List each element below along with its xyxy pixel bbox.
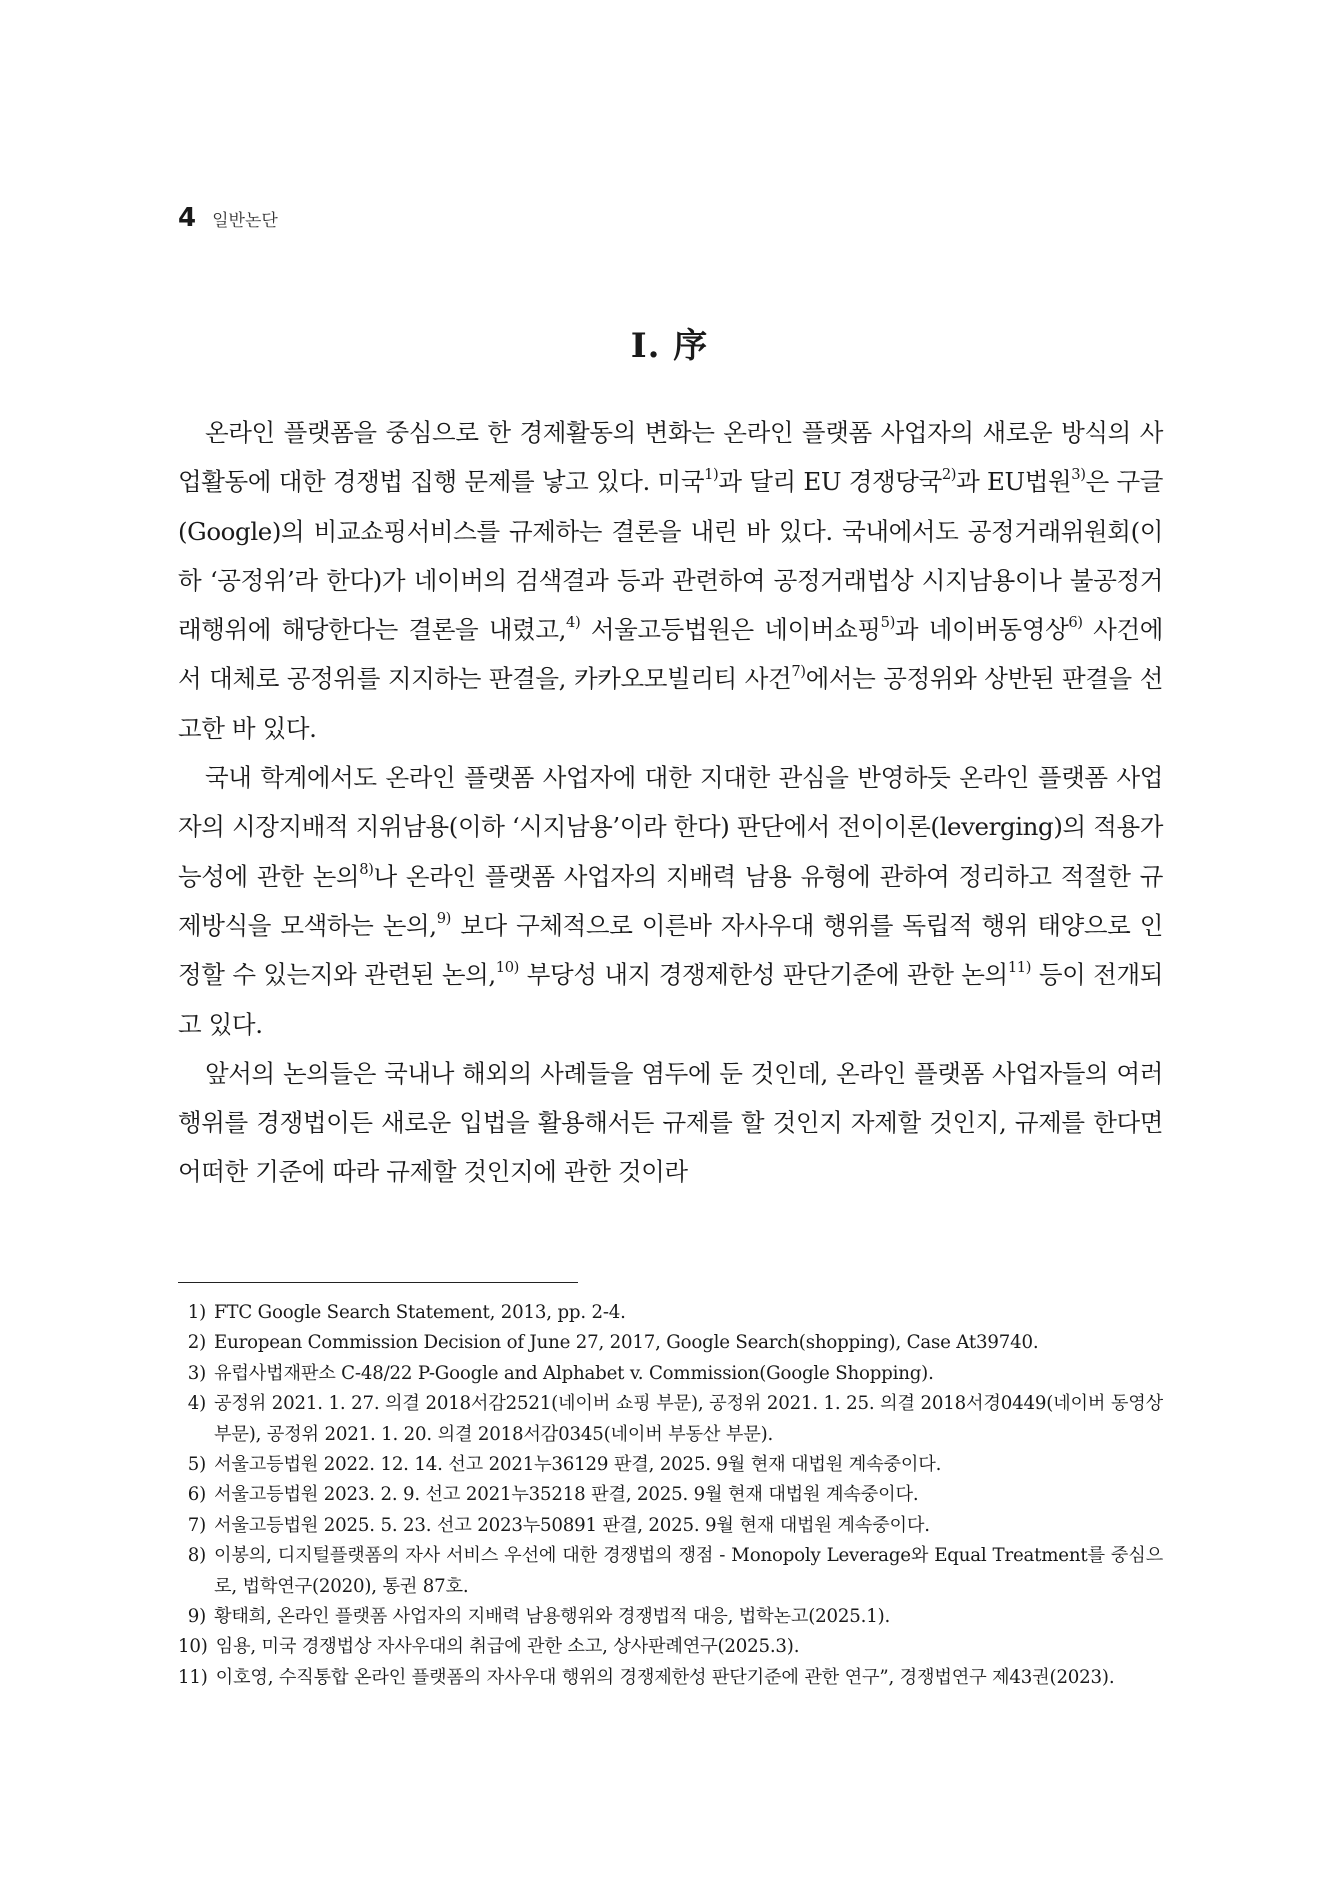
paragraph-text: 과 네이버동영상 [894, 615, 1069, 645]
paragraph-text: 온라인 플랫폼을 중심으로 한 경제활동의 변화는 온라인 플랫폼 사업자의 새로운 방식의 사업활동에 대한 경쟁법 집행 문제를 낳고 있다. 미국 [178, 418, 1163, 497]
footnote-ref: 5) [880, 614, 895, 632]
footnote [178, 1602, 1163, 1632]
footnote [178, 1359, 1163, 1389]
footnote-text: 서울고등법원 2025. 5. 23. 선고 2023누50891 판결, 2025. 9월 현재 대법원 계속중이다. [214, 1514, 930, 1536]
paragraph-text: 서울고등법원은 네이버쇼핑 [580, 615, 881, 645]
paragraph-text: 등이 전개되고 있다. [178, 960, 1163, 1039]
footnote-ref: 8) [359, 860, 374, 878]
footnote-ref: 3) [1071, 466, 1086, 484]
footnote-ref: 10) [495, 959, 519, 977]
footnote-text: 공정위 2021. 1. 27. 의결 2018서감2521(네이버 쇼핑 부문), 공정위 2021. 1. 25. 의결 2018서경0449(네이버 동영상 부문), 공정위 2021. 1. 20. 의결 2018서감0345(네이버 부동산 부문). [214, 1393, 1163, 1445]
page-number: 4 [178, 203, 197, 233]
footnote [178, 1450, 1163, 1480]
footnote-number: 10) [178, 1636, 208, 1658]
footnote-number: 8) [187, 1545, 206, 1567]
footnote-text: 이호영, 수직통합 온라인 플랫폼의 자사우대 행위의 경쟁제한성 판단기준에 관한 연구”, 경쟁법연구 제43권(2023). [215, 1666, 1115, 1688]
section-title: Ⅰ. 序 [630, 326, 709, 366]
footnote-ref: 7) [791, 663, 806, 681]
footnote-text: 황태희, 온라인 플랫폼 사업자의 지배력 남용행위와 경쟁법적 대응, 법학논고(2025.1). [214, 1606, 891, 1628]
body-paragraph [178, 753, 1163, 1049]
footnote-ref: 4) [566, 614, 581, 632]
footnote-text: FTC Google Search Statement, 2013, pp. 2-4. [214, 1302, 626, 1323]
footnote-divider [178, 1282, 578, 1283]
body-paragraph [178, 1049, 1163, 1197]
footnote-number: 6) [187, 1484, 206, 1506]
footnote-ref: 1) [704, 466, 719, 484]
footnote-text: 유럽사법재판소 C-48/22 P-Google and Alphabet v. Commission(Google Shopping). [214, 1362, 934, 1384]
footnote-text: 서울고등법원 2023. 2. 9. 선고 2021누35218 판결, 2025. 9월 현재 대법원 계속중이다. [214, 1484, 919, 1506]
paragraph-text: 앞서의 논의들은 국내나 해외의 사례들을 염두에 둔 것인데, 온라인 플랫폼 사업자들의 여러 행위를 경쟁법이든 새로운 입법을 활용해서든 규제를 할 것인지 자제할 것인지, 규제를 한다면 어떠한 기준에 따라 규제할 것인지에 관한 것이라 [178, 1058, 1163, 1187]
footnote-number: 11) [178, 1666, 208, 1688]
paragraph-text: 국내 학계에서도 온라인 플랫폼 사업자에 대한 지대한 관심을 반영하듯 온라인 플랫폼 사업자의 시장지배적 지위남용(이하 ‘시지남용’이라 한다) 판단에서 전이이론(leverging)의 적용가능성에 관한 논의 [178, 763, 1163, 891]
footnote [178, 1389, 1163, 1450]
footnote-number: 2) [187, 1332, 206, 1354]
paragraph-text: 과 EU법원 [956, 467, 1072, 497]
paragraph-text: 나 온라인 플랫폼 사업자의 지배력 남용 유형에 관하여 정리하고 적절한 규제방식을 모색하는 논의, [178, 861, 1163, 940]
footnote [178, 1663, 1163, 1693]
footnote-ref: 6) [1068, 614, 1083, 632]
paragraph-text: 사건에서 대체로 공정위를 지지하는 판결을, 카카오모빌리티 사건 [178, 615, 1163, 694]
body-paragraph [178, 408, 1163, 753]
footnote-number: 1) [187, 1302, 206, 1323]
paragraph-text: 은 구글(Google)의 비교쇼핑서비스를 규제하는 결론을 내린 바 있다. 국내에서도 공정거래위원회(이하 ‘공정위’라 한다)가 네이버의 검색결과 등과 관련하여 공정거래법상 시지남용이나 불공정거래행위에 해당한다는 결론을 내렸고, [178, 467, 1163, 645]
paragraph-text: 과 달리 EU 경쟁당국 [718, 467, 942, 497]
footnote-number: 7) [187, 1514, 206, 1536]
running-title: 일반논단 [212, 211, 278, 231]
footnote-number: 5) [187, 1454, 206, 1476]
body-text [178, 408, 1163, 1197]
paragraph-text: 부당성 내지 경쟁제한성 판단기준에 관한 논의 [519, 960, 1008, 990]
footnote-number: 3) [187, 1362, 206, 1384]
footnote [178, 1632, 1163, 1662]
footnote-text: 서울고등법원 2022. 12. 14. 선고 2021누36129 판결, 2025. 9월 현재 대법원 계속중이다. [214, 1454, 942, 1476]
footnote [178, 1298, 1163, 1328]
footnote-number: 9) [187, 1606, 206, 1628]
footnote-text: 이봉의, 디지털플랫폼의 자사 서비스 우선에 대한 경쟁법의 쟁점 - Monopoly Leverage와 Equal Treatment를 중심으로, 법학연구(2020), 통권 87호. [214, 1545, 1163, 1597]
footnote-ref: 11) [1007, 959, 1032, 977]
footnote-text: European Commission Decision of June 27, 2017, Google Search(shopping), Case At39740. [214, 1332, 1039, 1354]
footnote [178, 1480, 1163, 1510]
footnote-ref: 9) [436, 909, 451, 927]
footnote-ref: 2) [941, 466, 957, 484]
footnote-text: 임용, 미국 경쟁법상 자사우대의 취급에 관한 소고, 상사판례연구(2025.3). [215, 1636, 800, 1658]
footnotes [178, 1298, 1163, 1693]
paragraph-text: 보다 구체적으로 이른바 자사우대 행위를 독립적 행위 태양으로 인정할 수 있는지와 관련된 논의, [178, 910, 1163, 990]
footnote [178, 1328, 1163, 1358]
running-head [178, 203, 278, 233]
footnote [178, 1541, 1163, 1602]
footnote-number: 4) [187, 1393, 206, 1415]
paragraph-text: 에서는 공정위와 상반된 판결을 선고한 바 있다. [178, 664, 1164, 743]
footnote [178, 1511, 1163, 1541]
